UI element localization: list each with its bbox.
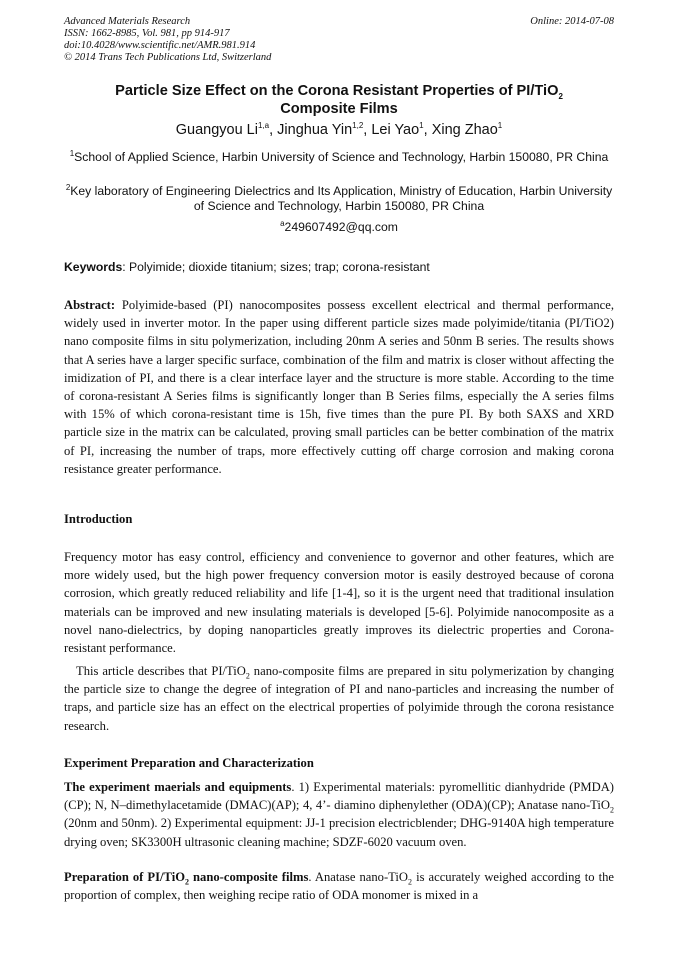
journal-header — [64, 16, 271, 64]
exp-p2-label-sub: 2 — [185, 877, 189, 887]
authors — [64, 122, 614, 138]
exp-p1-b: (20nm and 50nm). 2) Experimental equipment: JJ-1 precision electricblender; DHG-9140A high temperature drying oven; SK3300H ultrasonic cleaning machine; SDZF-6020 vacuum oven. — [64, 816, 614, 849]
introduction-paragraph-1: Frequency motor has easy control, efficiency and convenience to governor and other features, which are more widely used, but the high power frequency conversion motor is easily destroyed because of corona corrosion, which greatly reduced reliability and life [1-4], so it is the urgent need that traditional insulation materials can be improved and new insulating materials is developed [5-6]. Polyimide nanocomposite as a novel nano-dielectrics, by doping nanoparticles greatly improves its dielectric properties and Corona-resistant performance. — [64, 550, 614, 656]
exp-p2-label — [64, 870, 309, 887]
exp-p2-b: is accurately weighed according to the proportion of complex, then weighing recipe ratio of ODA monomer is mixed in a — [64, 870, 614, 903]
author-name: Lei Yao — [371, 122, 420, 138]
author-sep: , — [423, 122, 432, 138]
journal-name: Advanced Materials Research — [64, 16, 191, 27]
abstract-label: Abstract: — [64, 298, 116, 312]
author-sup: 1,2 — [352, 121, 364, 131]
exp-p2-label-b: nano-composite films — [189, 870, 309, 884]
experiment-paragraph-2 — [64, 868, 614, 904]
author-name: Xing Zhao — [431, 122, 498, 138]
doi: doi:10.4028/www.scientific.net/AMR.981.914 — [64, 40, 256, 51]
online-date: Online: 2014-07-08 — [530, 16, 614, 27]
experiment-heading: Experiment Preparation and Characterization — [64, 756, 314, 770]
exp-p1-label: The experiment maerials and equipments — [64, 780, 292, 794]
abstract-text: Polyimide-based (PI) nanocomposites possess excellent electrical and thermal performance, widely used in inverter motor. In the paper using different particle sizes made polyimide/titania (PI/TiO2) nano composite films in situ polymerization, including 20nm A series and 50nm B series. The results shows that A series have a larger specific surface, combination of the film and matrix is closer without affecting the imidization of PI, and there is a clear interface layer and the structure is more stable. According to the time of corona-resistant A Series films is significantly longer than B Series films, especially the A series films with 15% of which corona-resistant time is 15h, five times than the pure PI. By both SAXS and XRD particle size in the matrix can be calculated, proving small particles can be better combination of the matrix of PI, increasing the number of traps, more effectively cutting off charge corrosion and making corona resistance greater performance. — [64, 298, 614, 476]
aff-sup: 2 — [65, 182, 71, 192]
intro-p2-sub: 2 — [245, 671, 250, 681]
exp-p2-label-a: Preparation of PI/TiO — [64, 870, 185, 884]
affiliation-2 — [64, 184, 614, 214]
exp-p1-a: . 1) Experimental materials: pyromellitic dianhydride (PMDA)(CP); N, N–dimethylacetamide (DMAC)(AP); 4, 4’- diamino diphenylether (ODA)(CP); Anatase nano-TiO — [64, 780, 615, 813]
experiment-paragraph-1 — [64, 778, 614, 851]
author-sep: , — [269, 122, 278, 138]
introduction-paragraph-2 — [64, 662, 614, 735]
keywords-text: : Polyimide; dioxide titanium; sizes; trap; corona-resistant — [122, 260, 430, 274]
aff-text: Key laboratory of Engineering Dielectrics and Its Application, Ministry of Education, Harbin University of Science and Technology, Harbin 150080, PR China — [70, 184, 613, 213]
intro-p2-b: nano-composite films are prepared in situ polymerization by changing the particle size to change the degree of integration of PI and nano-particles and increasing the number of traps, and particle size has an effect on the electrical properties of polyimide through the corona resistance research. — [64, 664, 614, 733]
keywords-label: Keywords — [64, 260, 123, 274]
author-sup: 1 — [419, 121, 424, 131]
email-sup: a — [280, 218, 285, 228]
author-name: Guangyou Li — [175, 122, 258, 138]
abstract — [64, 296, 614, 478]
title-sub: 2 — [558, 91, 563, 101]
title-line2: Composite Films — [280, 101, 398, 117]
copyright: © 2014 Trans Tech Publications Ltd, Switzerland — [64, 52, 272, 63]
aff-sup: 1 — [69, 148, 75, 158]
email — [64, 220, 614, 234]
affiliation-1 — [64, 150, 614, 165]
keywords — [64, 260, 614, 274]
author-name: Jinghua Yin — [277, 122, 353, 138]
exp-p2-a: . Anatase nano-TiO — [308, 870, 409, 884]
aff-text: School of Applied Science, Harbin University of Science and Technology, Harbin 150080, PR China — [74, 150, 609, 164]
exp-p2-sub: 2 — [408, 877, 413, 887]
intro-p2-a: This article describes that PI/TiO — [76, 664, 246, 678]
email-address[interactable]: 249607492@qq.com — [284, 220, 398, 234]
introduction-heading: Introduction — [64, 512, 133, 526]
author-sep: , — [363, 122, 372, 138]
paper-title — [64, 82, 614, 118]
author-sup: 1 — [497, 121, 503, 131]
author-sup: 1,a — [257, 121, 270, 131]
issn: ISSN: 1662-8985, Vol. 981, pp 914-917 — [64, 28, 230, 39]
exp-p1-sub: 2 — [610, 805, 614, 815]
title-line1: Particle Size Effect on the Corona Resistant Properties of PI/TiO — [115, 83, 559, 99]
